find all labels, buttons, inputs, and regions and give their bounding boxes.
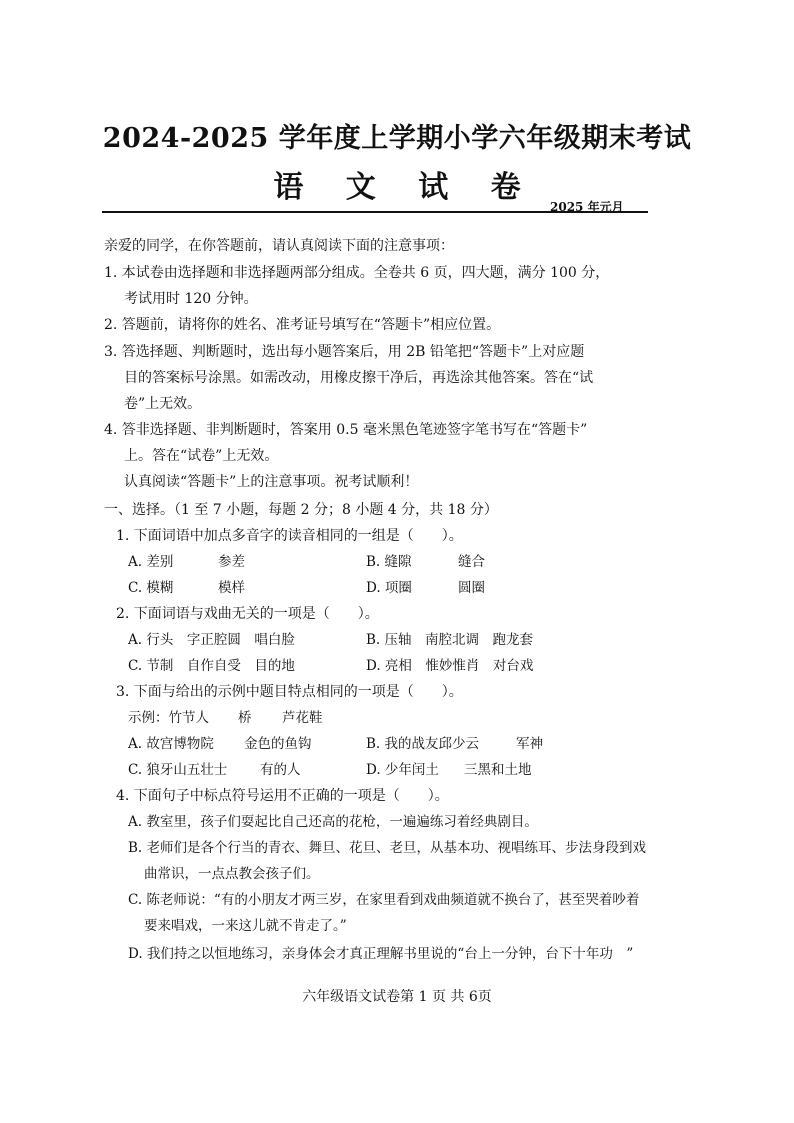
option-label: D. 项圈 <box>366 580 412 596</box>
q4-option-d: D. 我们持之以恒地练习，亲身体会才真正理解书里说的“台上一分钟，台下十年功 ” <box>128 946 634 962</box>
header-divider <box>102 211 648 213</box>
example-item: 示例：竹节人 <box>128 710 209 726</box>
example-item: 芦花鞋 <box>282 710 323 726</box>
option-label: A. 故宫博物院 <box>128 736 214 752</box>
q1-option-c <box>128 578 245 598</box>
notice-intro: 亲爱的同学，在你答题前，请认真阅读下面的注意事项： <box>104 238 454 254</box>
section-heading: 一、选择。（1 至 7 小题，每题 2 分；8 小题 4 分，共 18 分） <box>104 502 498 518</box>
q3-option-b <box>366 734 543 754</box>
option-word: 金色的鱼钩 <box>244 736 312 752</box>
notice-item: 4. 答非选择题、非判断题时，答案用 0.5 毫米黑色笔迹签字笔书写在“答题卡” <box>104 422 588 438</box>
notice-item: 1. 本试卷由选择题和非选择题两部分组成。全卷共 6 页，四大题，满分 100 分， <box>104 265 610 281</box>
notice-item: 卷”上无效。 <box>124 396 202 412</box>
notice-item: 认真阅读“答题卡”上的注意事项。祝考试顺利！ <box>124 474 419 490</box>
page-footer: 六年级语文试卷第 1 页 共 6页 <box>302 989 492 1005</box>
question-2-stem: 2. 下面词语与戏曲无关的一项是（ ）。 <box>116 606 379 622</box>
q4-option-b: B. 老师们是各个行当的青衣、舞旦、花旦、老旦，从基本功、视唱练耳、步法身段到戏 <box>128 840 647 856</box>
notice-item: 3. 答选择题、判断题时，选出每小题答案后，用 2B 铅笔把“答题卡”上对应题 <box>104 344 585 360</box>
option-label: B. 缝隙 <box>366 554 412 570</box>
q2-option-a: A. 行头 字正腔圆 唱白脸 <box>128 632 295 648</box>
q1-option-b <box>366 552 485 572</box>
option-label: A. 差别 <box>128 554 174 570</box>
option-word: 三黑和土地 <box>464 762 532 778</box>
question-1-stem: 1. 下面词语中加点多音字的读音相同的一组是（ ）。 <box>116 528 463 544</box>
q4-option-c-cont: 要来唱戏，一来这儿就不肯走了。” <box>144 918 347 934</box>
option-word: 模样 <box>218 580 245 596</box>
option-label: C. 狼牙山五壮士 <box>128 762 228 778</box>
notice-item: 考试用时 120 分钟。 <box>124 291 258 307</box>
q1-option-d <box>366 578 485 598</box>
q2-option-b: B. 压轴 南腔北调 跑龙套 <box>366 632 534 648</box>
option-label: C. 模糊 <box>128 580 174 596</box>
option-word: 缝合 <box>458 554 485 570</box>
q1-option-a <box>128 552 245 572</box>
question-3-stem: 3. 下面与给出的示例中题目特点相同的一项是（ ）。 <box>116 684 463 700</box>
option-word: 军神 <box>516 736 543 752</box>
q3-option-d <box>366 760 532 780</box>
example-item: 桥 <box>238 710 252 726</box>
exam-date: 2025 年元月 <box>550 200 624 214</box>
question-4-stem: 4. 下面句子中标点符号运用不正确的一项是（ ）。 <box>116 788 449 804</box>
q2-option-c: C. 节制 自作自受 目的地 <box>128 658 295 674</box>
option-word: 参差 <box>218 554 245 570</box>
notice-item: 2. 答题前，请将你的姓名、准考证号填写在“答题卡”相应位置。 <box>104 317 501 333</box>
option-label: D. 少年闰土 <box>366 762 439 778</box>
q4-option-b-cont: 曲常识，一点点教会孩子们。 <box>144 866 320 882</box>
q4-option-c: C. 陈老师说：“有的小朋友才两三岁，在家里看到戏曲频道就不换台了，甚至哭着吵着 <box>128 892 640 908</box>
q4-option-a: A. 教室里，孩子们耍起比自己还高的花枪，一遍遍练习着经典剧目。 <box>128 814 538 830</box>
q3-example <box>128 708 323 728</box>
option-label: B. 我的战友邱少云 <box>366 736 480 752</box>
option-word: 有的人 <box>260 762 301 778</box>
q3-option-a <box>128 734 312 754</box>
option-word: 圆圈 <box>458 580 485 596</box>
notice-item: 上。答在“试卷”上无效。 <box>124 448 279 464</box>
exam-title: 2024-2025 学年度上学期小学六年级期末考试 <box>102 123 692 154</box>
notice-item: 目的答案标号涂黑。如需改动，用橡皮擦干净后，再选涂其他答案。答在“试 <box>124 370 594 386</box>
q2-option-d: D. 亮相 惟妙惟肖 对台戏 <box>366 658 534 674</box>
q3-option-c <box>128 760 301 780</box>
exam-subtitle: 语 文 试 卷 <box>273 170 537 205</box>
